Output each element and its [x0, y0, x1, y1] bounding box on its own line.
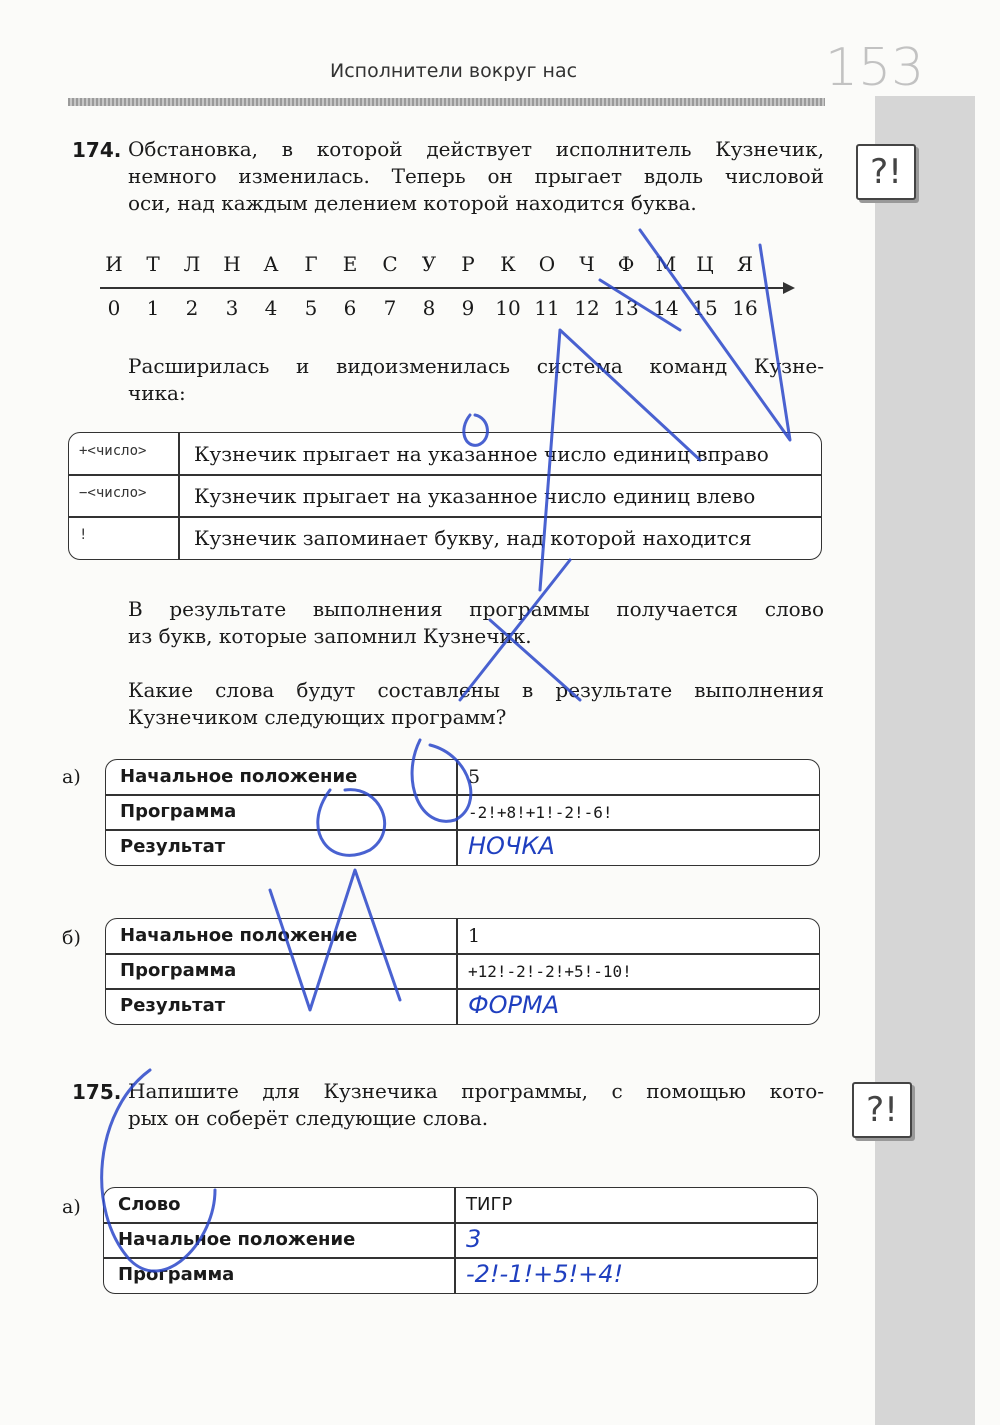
hint-icon: ?!	[852, 1082, 912, 1138]
task-174-intro-line: немного изменилась. Теперь он прыгает вдоль числовой	[128, 164, 824, 188]
question-text-line: Какие слова будут составлены в результате выполнения	[128, 678, 824, 702]
program-value: -2!+8!+1!-2!-6!	[468, 803, 613, 822]
axis-number: 13	[613, 296, 639, 320]
axis-letter: Р	[461, 252, 475, 276]
axis-letter: И	[105, 252, 123, 276]
axis-number: 14	[653, 296, 679, 320]
task-175-intro-line: Напишите для Кузнечика программы, с помощью кото-	[128, 1079, 824, 1103]
command-row	[69, 517, 821, 559]
axis-number: 9	[461, 296, 475, 320]
start-position-value: 1	[468, 925, 481, 947]
number-axis-line	[100, 287, 785, 289]
axis-number: 12	[574, 296, 600, 320]
axis-number: 8	[422, 296, 436, 320]
table-row	[106, 954, 819, 989]
command-description: Кузнечик запоминает букву, над которой находится	[194, 526, 752, 550]
part-label: б)	[62, 927, 81, 949]
hint-icon: ?!	[856, 144, 916, 200]
question-text-line: Кузнечиком следующих программ?	[128, 705, 507, 729]
table-row	[106, 919, 819, 954]
axis-letter: К	[500, 252, 516, 276]
table-row	[106, 989, 819, 1024]
axis-letter: О	[538, 252, 556, 276]
page-margin-band	[875, 96, 975, 1425]
command-key: +<число>	[79, 443, 147, 459]
command-description: Кузнечик прыгает на указанное число единиц влево	[194, 484, 756, 508]
program-table-175a	[103, 1187, 818, 1294]
axis-number: 7	[383, 296, 397, 320]
start-position-value: 5	[468, 766, 481, 788]
task-175-number: 175.	[72, 1080, 122, 1104]
axis-letter: Ц	[696, 252, 714, 276]
word-value: ТИГР	[466, 1194, 513, 1215]
page-header-title: Исполнители вокруг нас	[330, 60, 578, 82]
table-row	[104, 1258, 817, 1293]
axis-number: 16	[732, 296, 758, 320]
row-label: Программа	[120, 801, 237, 822]
axis-number: 10	[495, 296, 521, 320]
program-table-a	[105, 759, 820, 866]
page-number: 153	[825, 38, 925, 98]
axis-letter: Л	[183, 252, 201, 276]
axis-number: 0	[107, 296, 121, 320]
header-rule	[68, 98, 825, 106]
row-label: Программа	[118, 1264, 235, 1285]
row-label: Начальное положение	[120, 925, 358, 946]
handwritten-answer: -2!-1!+5!+4!	[466, 1260, 624, 1288]
axis-letter: Ф	[617, 252, 635, 276]
table-row	[106, 760, 819, 795]
task-174-intro-line: Обстановка, в которой действует исполнитель Кузнечик,	[128, 137, 824, 161]
axis-number: 2	[185, 296, 199, 320]
number-axis-arrow-icon	[783, 282, 795, 294]
table-row	[106, 830, 819, 865]
task-175-intro-line: рых он соберёт следующие слова.	[128, 1106, 489, 1130]
axis-letter: Я	[736, 252, 754, 276]
part-label: а)	[62, 1196, 81, 1218]
program-table-b	[105, 918, 820, 1025]
row-label: Начальное положение	[120, 766, 358, 787]
axis-letter: Ч	[579, 252, 595, 276]
axis-letter: Т	[146, 252, 160, 276]
commands-table	[68, 432, 822, 560]
result-text-line: В результате выполнения программы получается слово	[128, 597, 824, 621]
command-key: −<число>	[79, 485, 147, 501]
axis-letter: Н	[223, 252, 241, 276]
table-row	[104, 1188, 817, 1223]
axis-number: 15	[692, 296, 718, 320]
table-row	[104, 1223, 817, 1258]
axis-number: 4	[264, 296, 278, 320]
axis-letter: Г	[304, 252, 318, 276]
axis-number: 11	[534, 296, 560, 320]
row-label: Результат	[120, 995, 226, 1016]
command-row	[69, 433, 821, 475]
command-row	[69, 475, 821, 517]
axis-number: 1	[146, 296, 160, 320]
table-row	[106, 795, 819, 830]
axis-letter: С	[382, 252, 398, 276]
task-174-number: 174.	[72, 138, 122, 162]
row-label: Начальное положение	[118, 1229, 356, 1250]
row-label: Результат	[120, 836, 226, 857]
handwritten-answer: ФОРМА	[468, 991, 560, 1019]
task-174-intro-line: оси, над каждым делением которой находится буква.	[128, 191, 697, 215]
axis-number: 3	[225, 296, 239, 320]
commands-intro-line: Расширилась и видоизменилась система команд Кузне-	[128, 354, 824, 378]
row-label: Слово	[118, 1194, 181, 1215]
axis-number: 6	[343, 296, 357, 320]
row-label: Программа	[120, 960, 237, 981]
commands-intro-line: чика:	[128, 381, 186, 405]
program-value: +12!-2!-2!+5!-10!	[468, 962, 632, 981]
axis-letter: У	[421, 252, 437, 276]
part-label: а)	[62, 766, 81, 788]
command-key: !	[79, 527, 88, 543]
axis-letter: А	[263, 252, 279, 276]
axis-number: 5	[304, 296, 318, 320]
axis-letter: М	[655, 252, 677, 276]
handwritten-answer: 3	[466, 1225, 482, 1253]
result-text-line: из букв, которые запомнил Кузнечик.	[128, 624, 532, 648]
command-description: Кузнечик прыгает на указанное число единиц вправо	[194, 442, 769, 466]
handwritten-answer: НОЧКА	[468, 832, 555, 860]
axis-letter: Е	[342, 252, 358, 276]
